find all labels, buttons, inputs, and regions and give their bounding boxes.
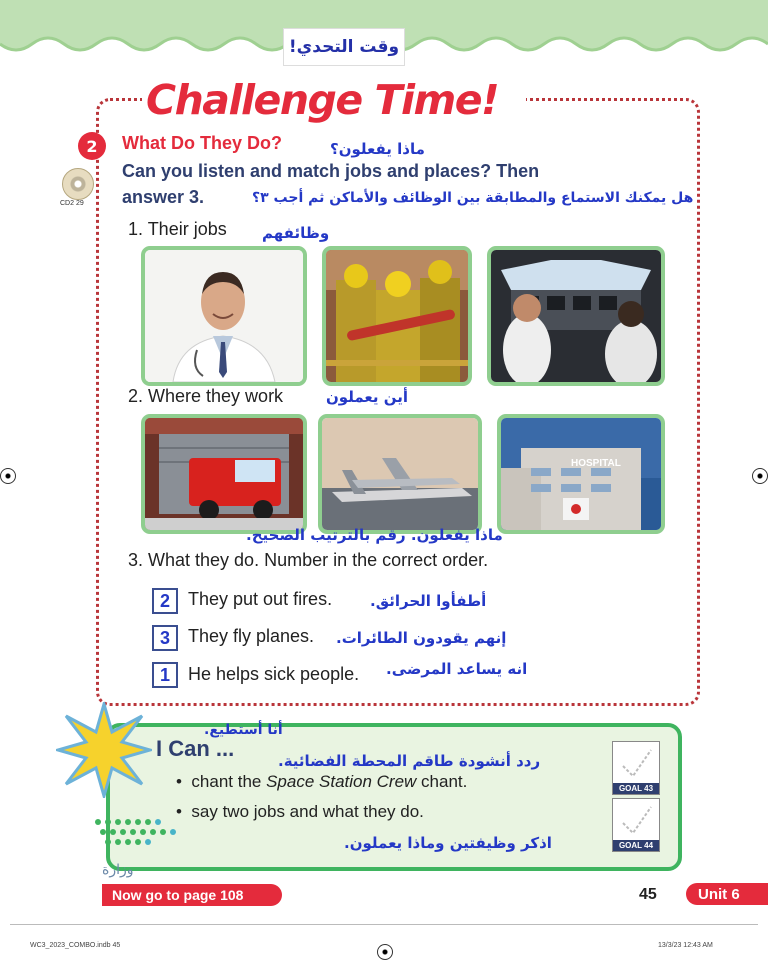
order-box-2[interactable]: 3 — [152, 625, 178, 651]
instruction-line-1: Can you listen and match jobs and places? Then — [122, 161, 540, 181]
task-title-arabic: ماذا يفعلون؟ — [330, 140, 425, 158]
order-box-1[interactable]: 2 — [152, 588, 178, 614]
section-2-label-arabic: أين يعملون — [326, 388, 408, 406]
challenge-time-heading: Challenge Time! — [142, 74, 526, 126]
section-3-label-arabic: ماذا يفعلون. رقم بالترتيب الصحيح. — [246, 526, 503, 544]
goal-44-label: GOAL 44 — [613, 840, 659, 851]
ministry-label: وزارة — [102, 862, 134, 878]
statement-1: They put out fires. — [188, 589, 333, 609]
arabic-title-label: وقت التحدي! — [283, 28, 405, 66]
unit-tab[interactable]: Unit 6 — [686, 883, 768, 905]
i-can-bullet-2 — [176, 802, 424, 822]
statement-3: He helps sick people. — [188, 664, 360, 684]
i-can-title-arabic: أنا أستطيع. — [204, 722, 283, 738]
firefighters-photo[interactable] — [322, 246, 472, 386]
hospital-sign-text: HOSPITAL — [571, 458, 621, 469]
i-can-bullet-1 — [176, 772, 467, 792]
airport-photo[interactable] — [318, 414, 482, 534]
section-1-label: 1. Their jobs — [128, 219, 227, 239]
bullet-1-suffix: chant. — [416, 772, 468, 791]
section-2-label: 2. Where they work — [128, 386, 284, 406]
task-title: What Do They Do? — [122, 133, 282, 153]
goal-43-label: GOAL 43 — [613, 783, 659, 794]
goal-44-checkbox[interactable] — [612, 798, 660, 852]
bullet-1-prefix: chant the — [191, 772, 267, 791]
order-box-3[interactable]: 1 — [152, 662, 178, 688]
statement-3-arabic: انه يساعد المرضى. — [386, 660, 528, 678]
registration-mark-left-icon — [0, 468, 16, 484]
fire-station-photo[interactable] — [141, 414, 307, 534]
i-can-bullet-2-arabic: اذكر وظيفتين وماذا يعملون. — [344, 834, 552, 852]
bullet-2-text: say two jobs and what they do. — [191, 802, 424, 821]
firefighters-image — [326, 250, 468, 382]
goal-43-checkbox[interactable] — [612, 741, 660, 795]
registration-mark-right-icon — [752, 468, 768, 484]
doctor-image — [145, 250, 303, 382]
section-3-label: 3. What they do. Number in the correct order. — [128, 550, 489, 570]
section-1-label-arabic: وظائفهم — [262, 224, 330, 242]
instruction-arabic: هل يمكنك الاستماع والمطابقة بين الوظائف والأماكن ثم أجب ٣؟ — [252, 190, 694, 206]
ministry-dots-logo — [88, 812, 188, 858]
airport-image — [322, 418, 478, 530]
registration-mark-bottom-icon — [377, 944, 393, 960]
doctor-photo[interactable] — [141, 246, 307, 386]
hospital-photo[interactable] — [497, 414, 665, 534]
fire-station-image — [145, 418, 303, 530]
hospital-image — [501, 418, 661, 530]
pilots-photo[interactable] — [487, 246, 665, 386]
print-slug-left: WC3_2023_COMBO.indb 45 — [30, 942, 121, 949]
instruction-line-2: answer 3. — [122, 187, 205, 207]
next-page-link[interactable]: Now go to page 108 — [102, 884, 282, 906]
statement-2: They fly planes. — [188, 626, 315, 646]
i-can-title: I Can ... — [156, 736, 235, 761]
page-number: 45 — [639, 886, 657, 903]
statement-2-arabic: إنهم يقودون الطائرات. — [336, 629, 507, 647]
pilots-image — [491, 250, 661, 382]
print-slug-right: 13/3/23 12:43 AM — [658, 942, 713, 949]
cd-audio-icon[interactable] — [62, 168, 94, 200]
bullet-dot: • — [176, 802, 192, 821]
task-number-badge: 2 — [78, 132, 106, 160]
statement-1-arabic: أطفأوا الحرائق. — [370, 592, 487, 610]
goal-44-checkmark-icon — [613, 799, 659, 839]
bullet-1-chant-name: Space Station Crew — [266, 772, 417, 791]
starburst-icon — [56, 702, 152, 798]
bullet-dot: • — [176, 772, 192, 791]
i-can-bullet-1-arabic: ردد أنشودة طاقم المحطة الفضائية. — [278, 752, 541, 770]
goal-43-checkmark-icon — [613, 742, 659, 782]
cd-track-label: CD2 29 — [60, 200, 84, 207]
trim-line — [10, 924, 758, 925]
